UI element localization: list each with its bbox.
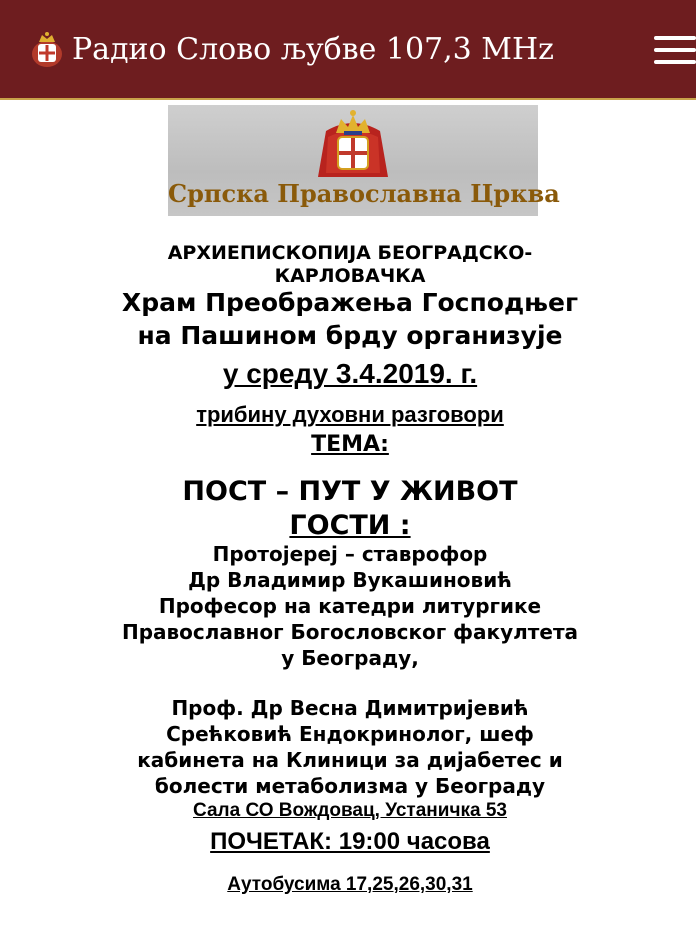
church-coat-of-arms-icon bbox=[310, 107, 396, 179]
guest-1-line-3: Професор на катедри литургике bbox=[158, 594, 542, 618]
guest-1-line-2: Др Владимир Вукашиновић bbox=[188, 568, 512, 592]
site-title[interactable]: Радио Слово љубве 107,3 MHz bbox=[72, 32, 554, 67]
event-date: у среду 3.4.2019. г. bbox=[222, 358, 478, 389]
poster-line-4: на Пашином брду организује bbox=[137, 321, 563, 350]
guest-2-line-3: кабинета на Клиници за дијабетес и bbox=[137, 748, 563, 772]
guest-1-line-5: у Београду, bbox=[281, 646, 419, 670]
guest-2-line-4: болести метаболизма у Београду bbox=[154, 774, 546, 798]
venue-address: Сала СО Вождовац, Устаничка 53 bbox=[193, 800, 507, 821]
topic-label: ТЕМА: bbox=[311, 432, 389, 457]
guest-2-line-1: Проф. Др Весна Димитријевић bbox=[171, 696, 529, 720]
poster-line-2: КАРЛОВАЧКА bbox=[274, 265, 426, 287]
church-crest-icon[interactable] bbox=[28, 30, 66, 70]
event-poster bbox=[30, 102, 670, 946]
church-banner bbox=[168, 105, 560, 216]
hamburger-menu-icon[interactable] bbox=[650, 36, 696, 64]
start-time: ПОЧЕТАК: 19:00 часова bbox=[210, 828, 490, 855]
guest-1-line-1: Протојереј – ставрофор bbox=[212, 542, 488, 566]
poster-line-3: Храм Преображења Господњег bbox=[121, 288, 579, 317]
event-type: трибину духовни разговори bbox=[196, 402, 504, 427]
poster-line-1: АРХИЕПИСКОПИЈА БЕОГРАДСКО- bbox=[167, 242, 533, 264]
topic-title: ПОСТ – ПУТ У ЖИВОТ bbox=[182, 476, 518, 507]
guests-label: ГОСТИ : bbox=[289, 510, 411, 541]
guest-2-line-2: Срећковић Ендокринолог, шеф bbox=[166, 722, 534, 746]
banner-caption: Српска Православна Црква bbox=[168, 179, 560, 208]
guest-1-line-4: Православног Богословског факултета bbox=[121, 620, 579, 644]
bus-lines: Аутобусима 17,25,26,30,31 bbox=[227, 874, 473, 895]
site-header bbox=[0, 0, 696, 100]
